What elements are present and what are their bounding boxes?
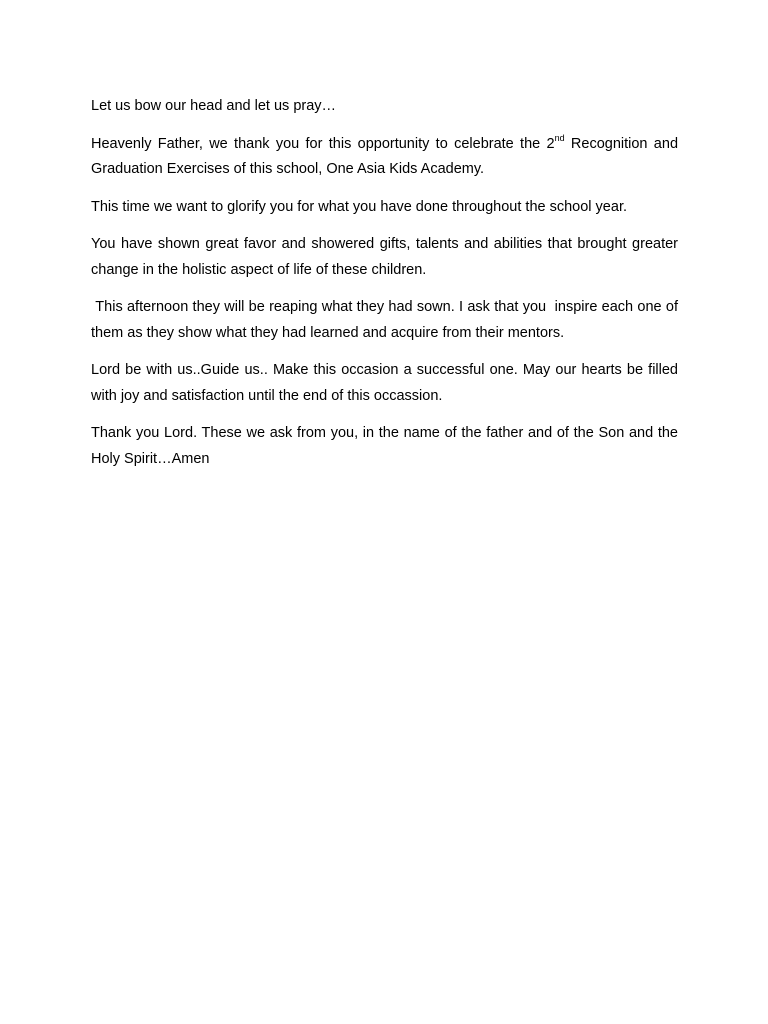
paragraph-opening: Let us bow our head and let us pray… (91, 98, 337, 114)
paragraph-thanksgiving-start: Heavenly Father, we thank you for this opportunity to celebrate the 2 (91, 135, 555, 152)
paragraph-favor: You have shown great favor and showered gifts, talents and abilities that brought greater change in the holistic aspect of life of these children. (91, 236, 678, 278)
paragraph-glorify: This time we want to glorify you for what you have done throughout the school year. (91, 198, 627, 215)
paragraph-afternoon: This afternoon they will be reaping what they had sown. I ask that you inspire each one of them as they show what they had learned and acquire from their mentors. (91, 299, 683, 341)
paragraph-thanksgiving-end: Recognition and Graduation Exercises of this school, One Asia Kids Academy. (91, 135, 679, 177)
ordinal-suffix: nd (554, 132, 565, 143)
paragraph-thanksgiving (91, 132, 678, 183)
document-body (91, 94, 683, 484)
paragraph-guidance: Lord be with us..Guide us.. Make this occasion a successful one. May our hearts be filled with joy and satisfaction until the end of this occassion. (91, 362, 678, 404)
paragraph-closing: Thank you Lord. These we ask from you, in the name of the father and of the Son and the Holy Spirit…Amen (91, 425, 678, 467)
